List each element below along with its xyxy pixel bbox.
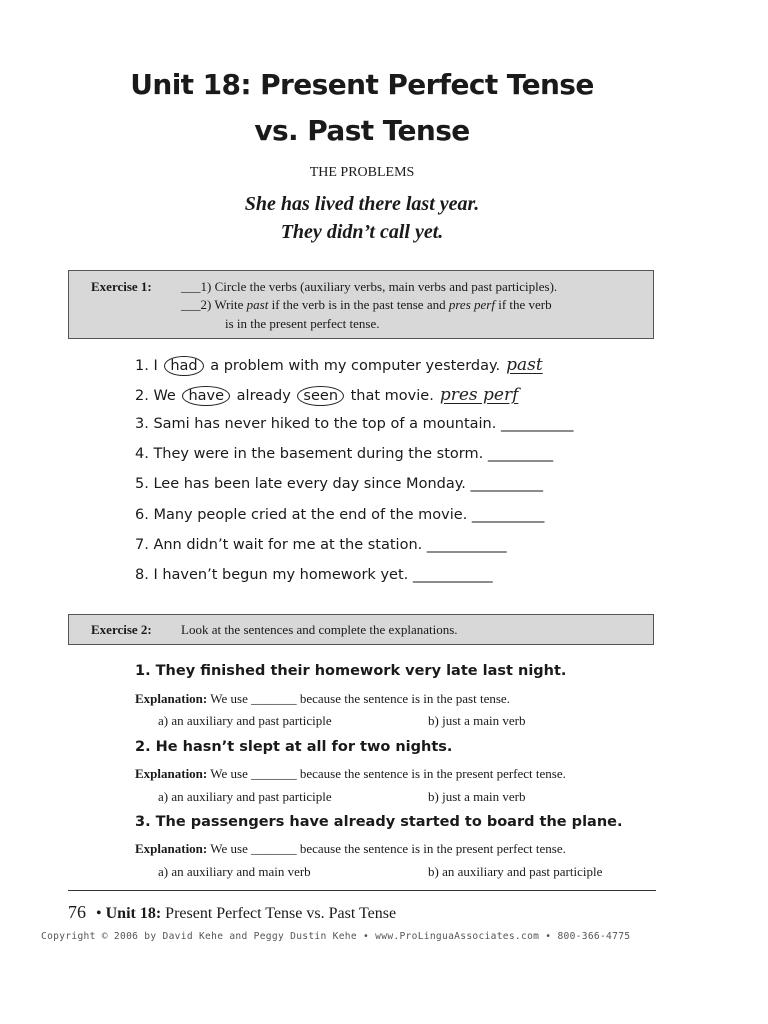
exercise2-explanation-1 bbox=[135, 691, 510, 707]
circled-verb: had bbox=[164, 356, 203, 376]
explanation-text: We use _______ because the sentence is in the present perfect tense. bbox=[210, 766, 566, 781]
exercise1-item-6: 6. Many people cried at the end of the movie. __________ bbox=[135, 507, 545, 523]
footer-unit-title: Present Perfect Tense vs. Past Tense bbox=[165, 905, 397, 922]
exercise2-explanation-2 bbox=[135, 766, 566, 782]
explanation-label: Explanation: bbox=[135, 691, 208, 706]
footer-bullet: • bbox=[96, 905, 102, 922]
exercise2-question-1: 1. They finished their homework very late last night. bbox=[135, 663, 567, 679]
explanation-label: Explanation: bbox=[135, 841, 208, 856]
exercise1-instruction-1: ___1) Circle the verbs (auxiliary verbs, main verbs and past participles). bbox=[181, 279, 558, 294]
exercise2-label: Exercise 2: bbox=[91, 622, 152, 637]
exercise2-instruction: Look at the sentences and complete the explanations. bbox=[181, 622, 458, 637]
exercise2-option-2a: a) an auxiliary and past participle bbox=[158, 789, 332, 804]
exercise1-item-4: 4. They were in the basement during the storm. _________ bbox=[135, 446, 554, 462]
page-subtitle: vs. Past Tense bbox=[254, 114, 470, 147]
sentence-text: already bbox=[236, 388, 291, 404]
page-number: 76 bbox=[68, 902, 86, 922]
explanation-text: We use _______ because the sentence is in the present perfect tense. bbox=[210, 841, 566, 856]
explanation-text: We use _______ because the sentence is in the past tense. bbox=[210, 691, 510, 706]
footer-divider bbox=[68, 890, 656, 891]
exercise1-label: Exercise 1: bbox=[91, 279, 152, 294]
exercise2-option-2b: b) just a main verb bbox=[428, 789, 526, 804]
handwritten-answer: past bbox=[506, 355, 543, 375]
problem-example-2: They didn’t call yet. bbox=[280, 221, 444, 243]
exercise1-item-2 bbox=[135, 385, 518, 406]
footer-unit: Unit 18: bbox=[105, 905, 162, 922]
exercise2-option-1a: a) an auxiliary and past participle bbox=[158, 713, 332, 728]
exercise1-instructions-box bbox=[68, 270, 654, 339]
page-title: Unit 18: Present Perfect Tense bbox=[130, 68, 594, 101]
exercise2-question-2: 2. He hasn’t slept at all for two nights. bbox=[135, 739, 453, 755]
exercise1-instruction-2 bbox=[181, 297, 552, 313]
exercise2-explanation-3 bbox=[135, 841, 566, 857]
instruction-term-pres-perf: pres perf bbox=[448, 297, 495, 312]
exercise1-item-5: 5. Lee has been late every day since Monday. __________ bbox=[135, 476, 543, 492]
sentence-text: a problem with my computer yesterday. bbox=[210, 358, 501, 374]
problem-example-1: She has lived there last year. bbox=[244, 193, 480, 215]
circled-verb: have bbox=[182, 386, 230, 406]
circled-verb: seen bbox=[297, 386, 344, 406]
exercise2-option-1b: b) just a main verb bbox=[428, 713, 526, 728]
exercise2-option-3a: a) an auxiliary and main verb bbox=[158, 864, 311, 879]
handwritten-answer: pres perf bbox=[439, 385, 519, 405]
exercise1-item-8: 8. I haven’t begun my homework yet. ___________ bbox=[135, 567, 493, 583]
exercise1-item-1 bbox=[135, 355, 543, 376]
instruction-text: if the verb bbox=[494, 297, 552, 312]
exercise1-item-3: 3. Sami has never hiked to the top of a mountain. __________ bbox=[135, 416, 574, 432]
sentence-text: that movie. bbox=[350, 388, 434, 404]
sentence-text: 2. We bbox=[135, 388, 176, 404]
exercise2-instructions-box bbox=[68, 614, 654, 645]
instruction-text: if the verb is in the past tense and bbox=[268, 297, 449, 312]
exercise2-question-3: 3. The passengers have already started to board the plane. bbox=[135, 814, 623, 830]
exercise2-option-3b: b) an auxiliary and past participle bbox=[428, 864, 603, 879]
exercise1-item-7: 7. Ann didn’t wait for me at the station. ___________ bbox=[135, 537, 507, 553]
instruction-text: ___2) Write bbox=[181, 297, 247, 312]
page-footer bbox=[68, 902, 396, 923]
copyright-notice: Copyright © 2006 by David Kehe and Peggy Dustin Kehe • www.ProLinguaAssociates.com • 800-366-4775 bbox=[41, 931, 631, 942]
explanation-label: Explanation: bbox=[135, 766, 208, 781]
sentence-text: 1. I bbox=[135, 358, 158, 374]
instruction-term-past: past bbox=[246, 297, 269, 312]
problems-heading: THE PROBLEMS bbox=[309, 165, 415, 180]
exercise1-instruction-3: is in the present perfect tense. bbox=[225, 316, 380, 331]
